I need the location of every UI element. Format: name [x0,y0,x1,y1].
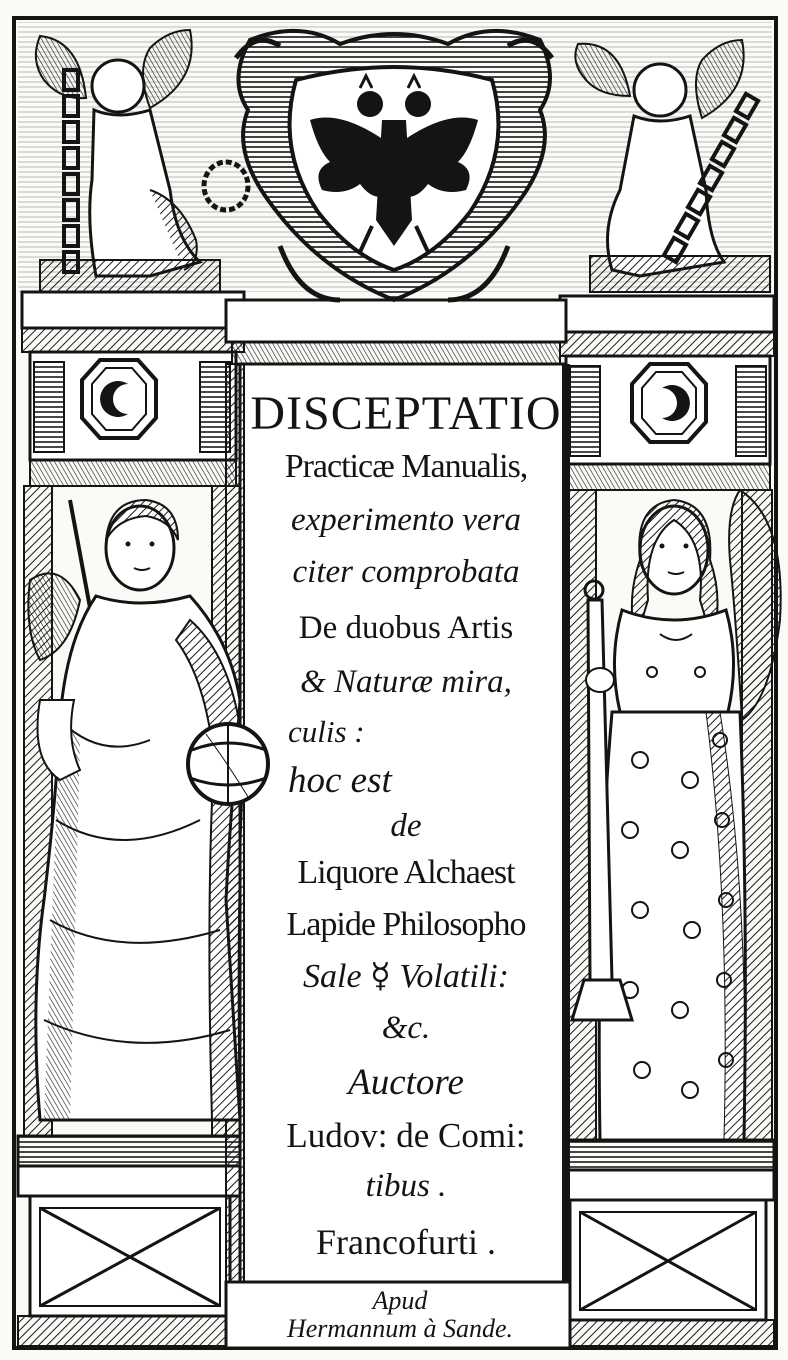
title-line: de [390,808,422,844]
title-line: Lapide Philosopho [286,906,526,943]
title-line: Sale ☿ Volatili: [303,958,509,995]
title-line: citer comprobata [292,554,520,590]
title-line: &c. [381,1010,431,1046]
title-line: culis : [288,714,365,749]
crescent-moon-icon [82,360,156,438]
title-line: tibus . [365,1168,447,1204]
title-line: Ludov: de Comi: [286,1116,526,1155]
title-line: Liquore Alchaest [297,854,515,891]
title-line: & Naturæ mira, [300,664,512,700]
title-main: DISCEPTATIO [250,387,562,440]
title-line: Francofurti . [316,1222,496,1262]
title-line: experimento vera [291,502,521,538]
imprint-printer: Hermannum à Sande. [286,1314,514,1343]
title-line: De duobus Artis [298,610,514,646]
title-line: hoc est [288,760,392,801]
crescent-moon-icon [632,364,706,442]
title-line: Practicæ Manualis, [284,448,528,485]
double-headed-eagle-icon [236,31,552,300]
title-line: Auctore [348,1062,464,1103]
imprint-apud: Apud [372,1286,428,1315]
title-panel [248,378,564,1268]
